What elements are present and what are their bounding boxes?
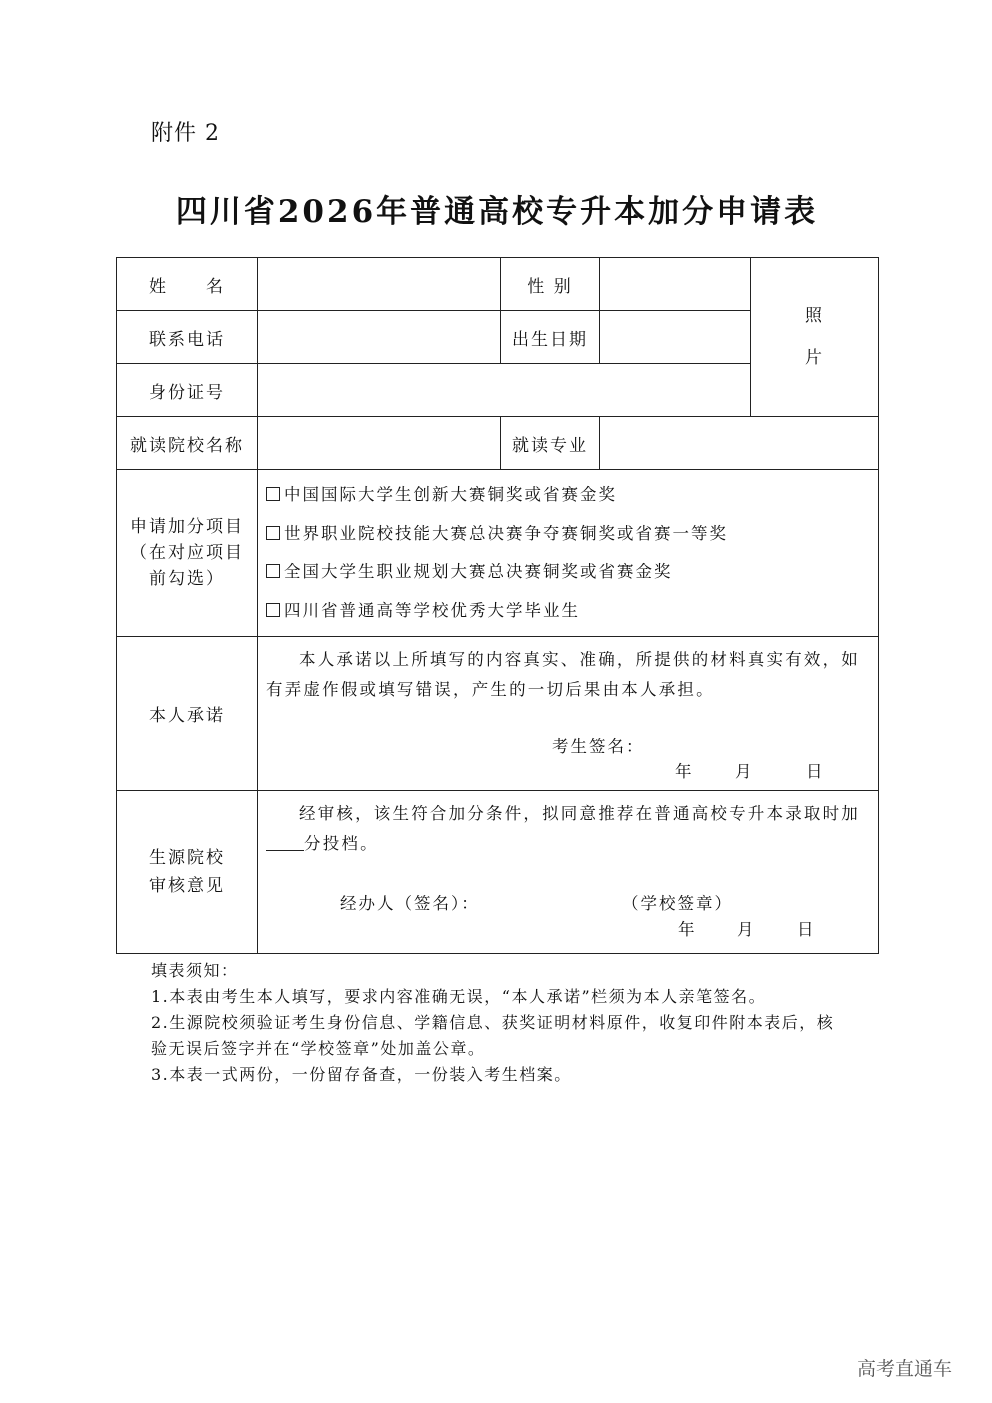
phone-field[interactable] <box>258 311 501 364</box>
instruction-item: 2.生源院校须验证考生身份信息、学籍信息、获奖证明材料原件，收复印件附本表后，核验无误后签字并在“学校签章”处加盖公章。 <box>151 1013 835 1058</box>
review-date-day: 日 <box>797 920 816 939</box>
review-text-2: 分投档。 <box>304 834 379 853</box>
bonus-option-label: 世界职业院校技能大赛总决赛争夺赛铜奖或省赛一等奖 <box>284 523 728 543</box>
review-date-month: 月 <box>737 920 756 939</box>
review-label-line-1: 生源院校 <box>149 848 225 868</box>
bonus-option[interactable] <box>258 553 878 592</box>
bonus-label <box>117 470 258 637</box>
candidate-signature-label: 考生签名： <box>552 737 645 756</box>
bonus-option[interactable] <box>258 515 878 554</box>
id-field[interactable] <box>258 364 751 417</box>
bonus-option[interactable] <box>258 592 878 631</box>
promise-cell <box>258 637 879 791</box>
checkbox-icon[interactable] <box>266 487 280 501</box>
checkbox-icon[interactable] <box>266 526 280 540</box>
instruction-item: 1.本表由考生本人填写，要求内容准确无误，“本人承诺”栏须为本人亲笔签名。 <box>151 987 767 1006</box>
school-field[interactable] <box>258 417 501 470</box>
instructions-title: 填表须知： <box>151 961 239 980</box>
review-label <box>117 791 258 954</box>
review-text <box>258 791 878 859</box>
promise-text: 本人承诺以上所填写的内容真实、准确，所提供的材料真实有效，如有弄虚作假或填写错误，产生的一切后果由本人承担。 <box>266 650 860 699</box>
checkbox-icon[interactable] <box>266 564 280 578</box>
review-cell <box>258 791 879 954</box>
bonus-options <box>258 470 879 637</box>
attachment-label: 附件 2 <box>151 121 220 146</box>
bonus-option-label: 全国大学生职业规划大赛总决赛铜奖或省赛金奖 <box>284 562 673 581</box>
gender-label: 性 别 <box>501 258 600 311</box>
handler-signature-label: 经办人（签名）： <box>340 894 480 913</box>
bonus-label-line-2: （在对应项目 <box>130 543 244 563</box>
score-blank[interactable] <box>266 834 304 851</box>
name-label: 姓 名 <box>117 258 258 311</box>
application-form <box>116 257 879 954</box>
instructions <box>151 958 851 1088</box>
promise-date-day: 日 <box>806 762 825 781</box>
major-label: 就读专业 <box>501 417 600 470</box>
review-text-1: 经审核，该生符合加分条件，拟同意推荐在普通高校专升本录取时加 <box>299 804 860 823</box>
promise-date-year: 年 <box>675 762 694 781</box>
phone-label: 联系电话 <box>117 311 258 364</box>
school-seal-label: （学校签章） <box>622 894 733 913</box>
promise-label: 本人承诺 <box>117 637 258 791</box>
bonus-option-label: 四川省普通高等学校优秀大学毕业生 <box>284 600 580 620</box>
review-date-year: 年 <box>678 920 697 939</box>
bonus-option-label: 中国国际大学生创新大赛铜奖或省赛金奖 <box>284 485 617 504</box>
instruction-item: 3.本表一式两份，一份留存备查，一份装入考生档案。 <box>151 1065 572 1084</box>
photo-label-1: 照 <box>805 306 824 326</box>
school-label: 就读院校名称 <box>117 417 258 470</box>
birth-label: 出生日期 <box>501 311 600 364</box>
gender-field[interactable] <box>600 258 751 311</box>
id-label: 身份证号 <box>117 364 258 417</box>
page-title: 四川省2026年普通高校专升本加分申请表 <box>175 194 819 230</box>
name-field[interactable] <box>258 258 501 311</box>
review-label-line-2: 审核意见 <box>149 876 225 896</box>
promise-date-month: 月 <box>735 762 754 781</box>
bonus-label-line-1: 申请加分项目 <box>130 517 244 537</box>
birth-field[interactable] <box>600 311 751 364</box>
watermark: 高考直通车 <box>857 1358 953 1380</box>
bonus-option[interactable] <box>258 476 878 515</box>
bonus-label-line-3: 前勾选） <box>149 569 225 589</box>
photo-box[interactable] <box>751 258 879 417</box>
photo-label-2: 片 <box>805 348 824 368</box>
checkbox-icon[interactable] <box>266 603 280 617</box>
major-field[interactable] <box>600 417 879 470</box>
